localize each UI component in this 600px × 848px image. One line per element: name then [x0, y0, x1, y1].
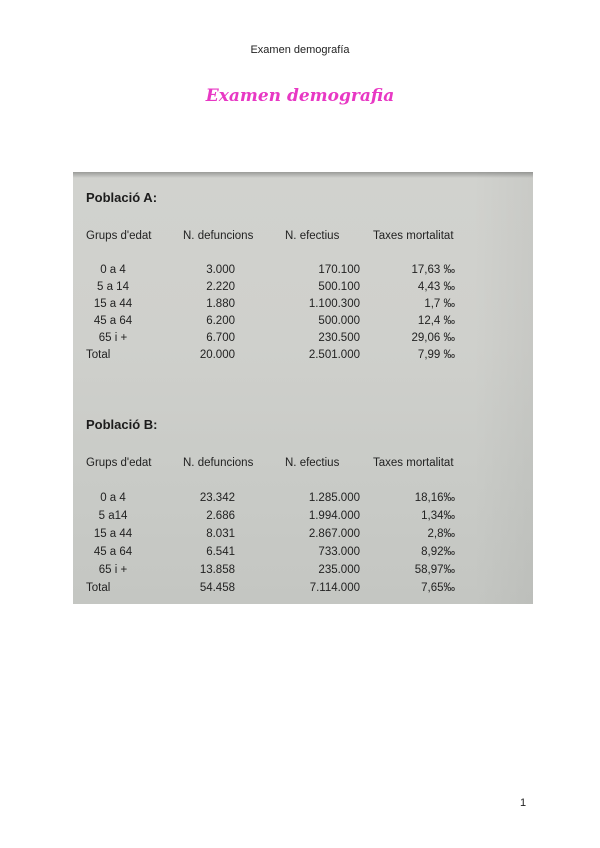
- deaths: 6.700: [206, 332, 235, 344]
- age-group: 15 a 44: [93, 298, 133, 310]
- age-group: 15 a 44: [93, 528, 133, 540]
- population: 1.994.000: [308, 510, 360, 522]
- deaths: 6.541: [206, 546, 235, 558]
- column-header: Taxes mortalitat: [373, 230, 454, 242]
- deaths: 2.220: [206, 281, 235, 293]
- mortality-rate: 4,43 ‰: [417, 281, 455, 293]
- mortality-rate: 18,16‰: [414, 492, 455, 504]
- deaths: 1.880: [206, 298, 235, 310]
- age-group: 5 a 14: [97, 281, 129, 293]
- age-group: 45 a 64: [93, 315, 133, 327]
- mortality-rate: 17,63 ‰: [411, 264, 455, 276]
- table-title: Població A:: [86, 190, 158, 205]
- population: 1.100.300: [308, 298, 360, 310]
- age-group: 0 a 4: [100, 264, 126, 276]
- deaths: 20.000: [199, 349, 235, 361]
- mortality-rate: 1,7 ‰: [424, 298, 455, 310]
- mortality-rate: 7,99 ‰: [417, 349, 455, 361]
- column-header: N. efectius: [285, 230, 340, 242]
- population: 7.114.000: [309, 582, 360, 594]
- population: 500.100: [318, 281, 360, 293]
- page-number: 1: [520, 797, 527, 809]
- column-header: N. efectius: [285, 457, 340, 469]
- table-title: Població B:: [86, 417, 158, 432]
- mortality-rate: 12,4 ‰: [417, 315, 455, 327]
- deaths: 23.342: [199, 492, 235, 504]
- population: 2.867.000: [308, 528, 360, 540]
- age-group: 0 a 4: [100, 492, 126, 504]
- population: 733.000: [318, 546, 360, 558]
- deaths: 13.858: [199, 564, 235, 576]
- page-header: Examen demografía: [250, 44, 350, 56]
- age-group: Total: [86, 582, 111, 594]
- population: 235.000: [318, 564, 360, 576]
- population: 500.000: [318, 315, 360, 327]
- mortality-rate: 7,65‰: [421, 582, 455, 594]
- column-header: N. defuncions: [183, 230, 254, 242]
- deaths: 3.000: [206, 264, 235, 276]
- column-header: Taxes mortalitat: [373, 457, 454, 469]
- photographed-tables: [73, 172, 533, 604]
- age-group: Total: [86, 349, 111, 361]
- column-header: Grups d'edat: [86, 230, 152, 242]
- document-title: Examen demografia: [205, 86, 395, 106]
- mortality-rate: 29,06 ‰: [411, 332, 455, 344]
- deaths: 8.031: [206, 528, 235, 540]
- mortality-rate: 2,8‰: [427, 528, 455, 540]
- mortality-rate: 1,34‰: [421, 510, 455, 522]
- mortality-rate: 8,92‰: [421, 546, 455, 558]
- age-group: 65 i +: [98, 332, 128, 344]
- column-header: Grups d'edat: [86, 457, 152, 469]
- age-group: 65 i +: [98, 564, 128, 576]
- column-header: N. defuncions: [183, 457, 254, 469]
- age-group: 5 a14: [98, 510, 128, 522]
- deaths: 6.200: [206, 315, 235, 327]
- population: 2.501.000: [308, 349, 360, 361]
- mortality-rate: 58,97‰: [414, 564, 455, 576]
- deaths: 54.458: [199, 582, 235, 594]
- age-group: 45 a 64: [93, 546, 133, 558]
- population: 230.500: [318, 332, 360, 344]
- deaths: 2.686: [206, 510, 235, 522]
- population: 170.100: [318, 264, 360, 276]
- population: 1.285.000: [308, 492, 360, 504]
